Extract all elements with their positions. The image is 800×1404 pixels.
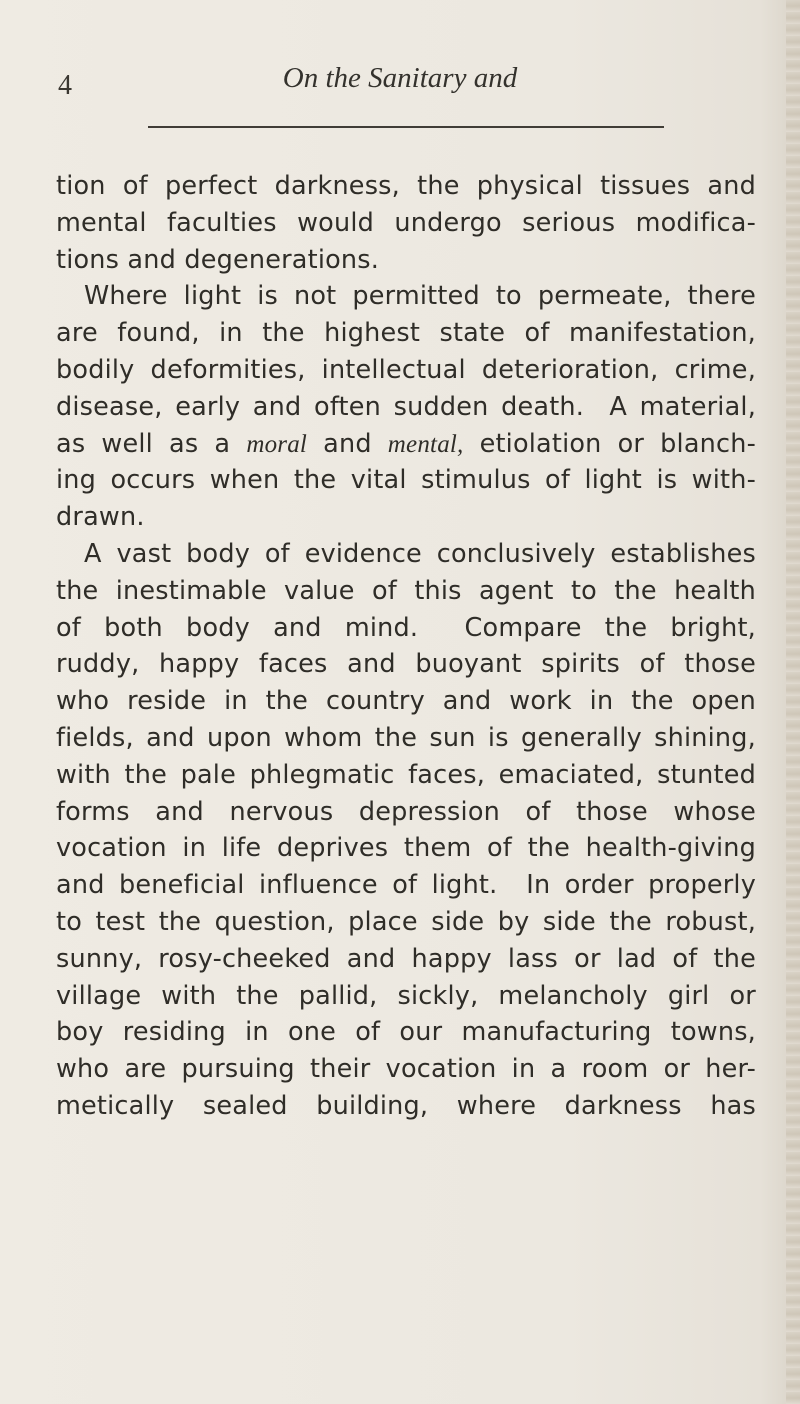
text-line: with the pale phlegmatic faces, emaciated, stunted xyxy=(56,759,756,790)
text-run: as well as a xyxy=(56,428,247,459)
text-line: who reside in the country and work in the open xyxy=(56,686,756,717)
paragraph-start-line: Where light is not permitted to permeate, there xyxy=(84,281,756,312)
text-line: mental faculties would undergo serious modifica- xyxy=(56,207,756,238)
text-line: ruddy, happy faces and buoyant spirits of those xyxy=(56,649,756,680)
text-line: ing occurs when the vital stimulus of light is with- xyxy=(56,465,756,496)
text-line: tions and degenerations. xyxy=(56,244,380,275)
text-line: vocation in life deprives them of the health-giving xyxy=(56,833,756,864)
text-line-with-italics xyxy=(56,426,756,463)
text-line: and beneficial influence of light. In order properly xyxy=(56,870,756,901)
text-run: etiolation or blanch- xyxy=(463,428,757,459)
text-line: disease, early and often sudden death. A material, xyxy=(56,391,756,422)
text-line: village with the pallid, sickly, melancholy girl or xyxy=(56,980,756,1011)
page-edge xyxy=(786,0,800,1404)
text-line: the inestimable value of this agent to the health xyxy=(56,575,756,606)
text-line: sunny, rosy-cheeked and happy lass or lad of the xyxy=(56,943,756,974)
text-line: of both body and mind. Compare the bright, xyxy=(56,612,756,643)
text-line: tion of perfect darkness, the physical tissues and xyxy=(56,171,756,201)
italic-word-moral: moral xyxy=(246,430,308,458)
body-text xyxy=(56,168,756,1125)
paragraph-start-line: A vast body of evidence conclusively establishes xyxy=(84,538,756,569)
text-line: bodily deformities, intellectual deterioration, crime, xyxy=(56,354,756,385)
text-line: who are pursuing their vocation in a room or her- xyxy=(56,1054,756,1085)
page-number: 4 xyxy=(58,70,72,101)
text-line: fields, and upon whom the sun is generally shining, xyxy=(56,722,756,753)
text-line: forms and nervous depression of those whose xyxy=(56,796,756,827)
italic-word-mental: mental, xyxy=(387,430,464,458)
running-head: On the Sanitary and xyxy=(282,62,518,94)
text-run: and xyxy=(307,428,388,459)
text-line: drawn. xyxy=(56,502,145,533)
text-line: to test the question, place side by side the robust, xyxy=(56,906,756,937)
text-line: boy residing in one of our manufacturing towns, xyxy=(56,1017,756,1048)
header-rule xyxy=(148,126,664,128)
text-line: metically sealed building, where darkness has xyxy=(56,1090,756,1121)
text-line: are found, in the highest state of manifestation, xyxy=(56,318,756,349)
